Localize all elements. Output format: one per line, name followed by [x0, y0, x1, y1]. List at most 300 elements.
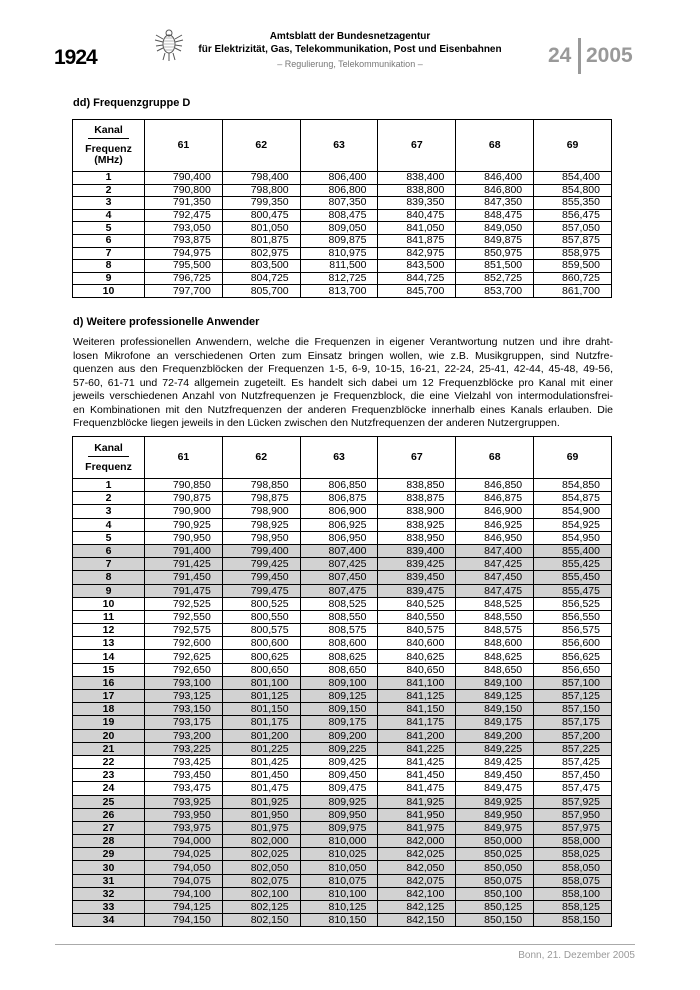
frequency-cell: 802,125 — [222, 901, 300, 914]
frequency-cell: 810,000 — [300, 835, 378, 848]
table-row — [73, 234, 612, 247]
frequency-cell: 838,400 — [378, 172, 456, 185]
frequency-cell: 798,800 — [222, 184, 300, 197]
row-number: 24 — [73, 782, 145, 795]
frequency-cell: 846,850 — [456, 479, 534, 492]
frequency-cell: 809,950 — [300, 808, 378, 821]
frequency-cell: 838,900 — [378, 505, 456, 518]
frequency-cell: 856,525 — [534, 597, 612, 610]
frequency-cell: 857,200 — [534, 729, 612, 742]
issue-number: 24 — [548, 44, 572, 67]
frequency-cell: 810,100 — [300, 887, 378, 900]
table-row — [73, 479, 612, 492]
table-row — [73, 835, 612, 848]
frequency-cell: 810,075 — [300, 874, 378, 887]
frequency-cell: 799,475 — [222, 584, 300, 597]
table-row — [73, 637, 612, 650]
frequency-cell: 809,100 — [300, 676, 378, 689]
frequency-cell: 855,450 — [534, 571, 612, 584]
frequency-cell: 857,225 — [534, 742, 612, 755]
frequency-cell: 802,000 — [222, 835, 300, 848]
footer-divider — [55, 944, 635, 945]
frequenz-label: Frequenz (MHz) — [85, 143, 132, 166]
frequency-cell: 841,200 — [378, 729, 456, 742]
frequency-cell: 793,975 — [145, 821, 223, 834]
frequency-cell: 808,525 — [300, 597, 378, 610]
frequency-cell: 839,450 — [378, 571, 456, 584]
channel-column-header: 69 — [534, 120, 612, 172]
frequency-cell: 842,075 — [378, 874, 456, 887]
paragraph-line: Weiteren professionellen Anwendern, welche die Frequenzen in eigener Verantwortung nutzen und ihre draht- — [73, 336, 613, 348]
frequency-cell: 792,600 — [145, 637, 223, 650]
frequency-cell: 854,800 — [534, 184, 612, 197]
row-number: 9 — [73, 584, 145, 597]
frequency-cell: 858,100 — [534, 887, 612, 900]
table-header-row — [73, 120, 612, 172]
frequency-cell: 798,850 — [222, 479, 300, 492]
row-number: 2 — [73, 184, 145, 197]
frequency-cell: 839,400 — [378, 544, 456, 557]
footer-date: Bonn, 21. Dezember 2005 — [518, 950, 635, 961]
frequency-cell: 794,100 — [145, 887, 223, 900]
table-row — [73, 544, 612, 557]
table-row — [73, 285, 612, 298]
table-row — [73, 703, 612, 716]
paragraph-line: losen Mikrofone an verschiedenen Orten zum Einsatz bringen wollen, wie z.B. Musikgruppen, sind Nutzfre- — [73, 349, 613, 362]
frequency-cell: 806,950 — [300, 531, 378, 544]
frequency-cell: 793,875 — [145, 234, 223, 247]
frequency-cell: 793,225 — [145, 742, 223, 755]
frequency-cell: 854,925 — [534, 518, 612, 531]
row-number: 21 — [73, 742, 145, 755]
frequency-cell: 853,700 — [456, 285, 534, 298]
frequency-cell: 792,525 — [145, 597, 223, 610]
frequency-cell: 799,450 — [222, 571, 300, 584]
frequency-cell: 841,050 — [378, 222, 456, 235]
frequency-cell: 858,975 — [534, 247, 612, 260]
frequency-cell: 839,350 — [378, 197, 456, 210]
frequency-cell: 807,475 — [300, 584, 378, 597]
frequency-cell: 802,975 — [222, 247, 300, 260]
frequency-cell: 855,400 — [534, 544, 612, 557]
table-row — [73, 848, 612, 861]
frequency-cell: 841,100 — [378, 676, 456, 689]
frequency-cell: 809,175 — [300, 716, 378, 729]
frequency-cell: 799,350 — [222, 197, 300, 210]
frequency-cell: 802,050 — [222, 861, 300, 874]
row-number: 5 — [73, 531, 145, 544]
frequency-cell: 809,200 — [300, 729, 378, 742]
frequency-cell: 840,575 — [378, 624, 456, 637]
section-paragraph — [73, 336, 613, 431]
frequency-cell: 801,150 — [222, 703, 300, 716]
table-row — [73, 222, 612, 235]
frequency-cell: 857,125 — [534, 690, 612, 703]
row-number: 22 — [73, 755, 145, 768]
frequency-cell: 855,425 — [534, 558, 612, 571]
table-row — [73, 518, 612, 531]
frequency-cell: 841,125 — [378, 690, 456, 703]
frequency-cell: 849,200 — [456, 729, 534, 742]
row-number: 30 — [73, 861, 145, 874]
row-number: 2 — [73, 492, 145, 505]
frequency-cell: 801,975 — [222, 821, 300, 834]
frequency-cell: 809,875 — [300, 234, 378, 247]
table-row — [73, 558, 612, 571]
frequency-cell: 794,125 — [145, 901, 223, 914]
frequency-cell: 846,950 — [456, 531, 534, 544]
frequency-cell: 802,025 — [222, 848, 300, 861]
frequency-cell: 847,450 — [456, 571, 534, 584]
frequency-cell: 790,400 — [145, 172, 223, 185]
frequency-cell: 841,950 — [378, 808, 456, 821]
table-row — [73, 808, 612, 821]
row-number: 8 — [73, 571, 145, 584]
frequency-cell: 854,850 — [534, 479, 612, 492]
frequency-cell: 793,100 — [145, 676, 223, 689]
frequency-cell: 806,400 — [300, 172, 378, 185]
frequency-cell: 841,150 — [378, 703, 456, 716]
frequency-cell: 807,425 — [300, 558, 378, 571]
frequency-cell: 840,525 — [378, 597, 456, 610]
frequency-cell: 838,925 — [378, 518, 456, 531]
frequency-cell: 856,575 — [534, 624, 612, 637]
frequency-cell: 852,725 — [456, 272, 534, 285]
frequency-cell: 857,875 — [534, 234, 612, 247]
row-number: 17 — [73, 690, 145, 703]
frequency-cell: 801,125 — [222, 690, 300, 703]
frequency-table-professional-users — [72, 436, 612, 927]
frequency-cell: 841,225 — [378, 742, 456, 755]
frequency-cell: 791,450 — [145, 571, 223, 584]
row-number: 5 — [73, 222, 145, 235]
frequency-cell: 854,950 — [534, 531, 612, 544]
frequency-cell: 849,225 — [456, 742, 534, 755]
frequency-cell: 858,050 — [534, 861, 612, 874]
frequency-cell: 857,425 — [534, 755, 612, 768]
row-number: 26 — [73, 808, 145, 821]
frequency-cell: 794,050 — [145, 861, 223, 874]
frequency-cell: 801,950 — [222, 808, 300, 821]
frequency-cell: 807,400 — [300, 544, 378, 557]
frequency-cell: 857,975 — [534, 821, 612, 834]
frequency-cell: 858,025 — [534, 848, 612, 861]
frequency-cell: 794,075 — [145, 874, 223, 887]
frequency-cell: 799,425 — [222, 558, 300, 571]
page-number: 1924 — [54, 46, 97, 69]
row-number: 34 — [73, 914, 145, 927]
frequency-cell: 841,175 — [378, 716, 456, 729]
kanal-frequenz-header — [73, 437, 145, 479]
table-row — [73, 584, 612, 597]
row-number: 19 — [73, 716, 145, 729]
masthead-title: Amtsblatt der Bundesnetzagentur — [269, 31, 431, 42]
frequency-cell: 838,850 — [378, 479, 456, 492]
kanal-frequenz-header — [73, 120, 145, 172]
paragraph-line: quenzen aus den Frequenzblöcken der Frequenzen 1-5, 6-9, 10-15, 16-21, 22-24, 25-41, 42-44, 45-48, 49-56, — [73, 363, 613, 375]
frequency-cell: 807,350 — [300, 197, 378, 210]
frequency-cell: 849,150 — [456, 703, 534, 716]
table-row — [73, 197, 612, 210]
frequency-cell: 849,125 — [456, 690, 534, 703]
frequency-cell: 800,475 — [222, 209, 300, 222]
row-number: 20 — [73, 729, 145, 742]
frequency-cell: 850,975 — [456, 247, 534, 260]
frequency-cell: 813,700 — [300, 285, 378, 298]
frequency-cell: 810,975 — [300, 247, 378, 260]
table-row — [73, 597, 612, 610]
frequency-cell: 856,650 — [534, 663, 612, 676]
frequency-cell: 849,450 — [456, 769, 534, 782]
frequency-cell: 857,050 — [534, 222, 612, 235]
table-header-row — [73, 437, 612, 479]
frequency-cell: 807,450 — [300, 571, 378, 584]
channel-column-header: 67 — [378, 120, 456, 172]
frequency-cell: 861,700 — [534, 285, 612, 298]
frequency-cell: 847,350 — [456, 197, 534, 210]
table-row — [73, 755, 612, 768]
frequency-cell: 856,475 — [534, 209, 612, 222]
frequency-cell: 808,650 — [300, 663, 378, 676]
frequency-cell: 840,600 — [378, 637, 456, 650]
frequency-cell: 797,700 — [145, 285, 223, 298]
frequency-cell: 857,950 — [534, 808, 612, 821]
table-row — [73, 729, 612, 742]
row-number: 16 — [73, 676, 145, 689]
frequency-cell: 849,175 — [456, 716, 534, 729]
frequency-cell: 790,875 — [145, 492, 223, 505]
frequency-cell: 850,075 — [456, 874, 534, 887]
frequency-cell: 794,000 — [145, 835, 223, 848]
frequency-cell: 856,600 — [534, 637, 612, 650]
frequency-cell: 850,150 — [456, 914, 534, 927]
frequency-cell: 812,725 — [300, 272, 378, 285]
frequency-cell: 806,800 — [300, 184, 378, 197]
frequency-cell: 793,050 — [145, 222, 223, 235]
row-number: 28 — [73, 835, 145, 848]
kanal-label: Kanal — [88, 125, 129, 139]
row-number: 1 — [73, 172, 145, 185]
table-row — [73, 260, 612, 273]
row-number: 15 — [73, 663, 145, 676]
frequency-cell: 854,875 — [534, 492, 612, 505]
frequency-cell: 792,625 — [145, 650, 223, 663]
frequency-cell: 842,050 — [378, 861, 456, 874]
frequency-cell: 796,725 — [145, 272, 223, 285]
frequency-cell: 839,425 — [378, 558, 456, 571]
frequency-cell: 790,850 — [145, 479, 223, 492]
table-row — [73, 209, 612, 222]
table-row — [73, 492, 612, 505]
frequency-cell: 850,025 — [456, 848, 534, 861]
frequency-cell: 843,500 — [378, 260, 456, 273]
issue-separator — [578, 38, 581, 74]
frequency-cell: 840,475 — [378, 209, 456, 222]
frequency-cell: 809,125 — [300, 690, 378, 703]
frequency-cell: 800,650 — [222, 663, 300, 676]
frequency-cell: 792,575 — [145, 624, 223, 637]
table-row — [73, 172, 612, 185]
frequency-cell: 800,625 — [222, 650, 300, 663]
frequency-cell: 791,400 — [145, 544, 223, 557]
frequency-cell: 858,000 — [534, 835, 612, 848]
frequency-cell: 793,950 — [145, 808, 223, 821]
frequency-cell: 801,100 — [222, 676, 300, 689]
frequency-cell: 792,650 — [145, 663, 223, 676]
channel-column-header: 69 — [534, 437, 612, 479]
table-row — [73, 571, 612, 584]
frequency-cell: 858,125 — [534, 901, 612, 914]
issue-year: 2005 — [586, 44, 633, 67]
frequency-cell: 790,950 — [145, 531, 223, 544]
frequency-cell: 794,025 — [145, 848, 223, 861]
frequency-cell: 841,975 — [378, 821, 456, 834]
frequency-cell: 850,000 — [456, 835, 534, 848]
channel-column-header: 63 — [300, 120, 378, 172]
frequency-cell: 810,025 — [300, 848, 378, 861]
row-number: 32 — [73, 887, 145, 900]
frequency-cell: 851,500 — [456, 260, 534, 273]
frequency-cell: 792,550 — [145, 610, 223, 623]
frequency-cell: 790,900 — [145, 505, 223, 518]
frequency-cell: 791,425 — [145, 558, 223, 571]
frequency-cell: 846,900 — [456, 505, 534, 518]
row-number: 7 — [73, 247, 145, 260]
frequency-cell: 800,575 — [222, 624, 300, 637]
frequency-cell: 849,425 — [456, 755, 534, 768]
frequency-cell: 860,725 — [534, 272, 612, 285]
table-row — [73, 247, 612, 260]
frequency-cell: 806,900 — [300, 505, 378, 518]
row-number: 12 — [73, 624, 145, 637]
frequency-cell: 801,425 — [222, 755, 300, 768]
frequency-cell: 857,450 — [534, 769, 612, 782]
channel-column-header: 67 — [378, 437, 456, 479]
paragraph-line: en Kombinationen mit den Nutzfrequenzen der anderen Frequenzblöcke innerhalb eines Kanals erlauben. Die — [73, 403, 613, 416]
paragraph-line: Frequenzblöcke liegen jeweils in den Lücken zwischen den Nutzfrequenzen der anderen Nutzergruppen. — [73, 417, 560, 429]
table-row — [73, 505, 612, 518]
frequency-cell: 841,425 — [378, 755, 456, 768]
kanal-label: Kanal — [88, 443, 129, 457]
row-number: 6 — [73, 234, 145, 247]
frequency-cell: 791,350 — [145, 197, 223, 210]
frequency-cell: 800,525 — [222, 597, 300, 610]
frequency-cell: 798,925 — [222, 518, 300, 531]
frequency-cell: 800,600 — [222, 637, 300, 650]
table-row — [73, 624, 612, 637]
frequency-cell: 799,400 — [222, 544, 300, 557]
frequency-cell: 840,550 — [378, 610, 456, 623]
frequency-cell: 793,125 — [145, 690, 223, 703]
frequency-cell: 849,875 — [456, 234, 534, 247]
frequency-cell: 809,150 — [300, 703, 378, 716]
frequency-cell: 850,100 — [456, 887, 534, 900]
row-number: 1 — [73, 479, 145, 492]
row-number: 4 — [73, 518, 145, 531]
frequency-cell: 802,075 — [222, 874, 300, 887]
row-number: 23 — [73, 769, 145, 782]
frequency-cell: 849,050 — [456, 222, 534, 235]
frequency-cell: 838,950 — [378, 531, 456, 544]
frequency-cell: 848,475 — [456, 209, 534, 222]
frequency-cell: 810,150 — [300, 914, 378, 927]
frequency-cell: 793,450 — [145, 769, 223, 782]
frequency-cell: 850,125 — [456, 901, 534, 914]
frequenz-label: Frequenz — [85, 460, 132, 473]
table-row — [73, 676, 612, 689]
frequency-cell: 802,150 — [222, 914, 300, 927]
table-row — [73, 887, 612, 900]
frequency-cell: 793,175 — [145, 716, 223, 729]
table-row — [73, 272, 612, 285]
frequency-cell: 842,150 — [378, 914, 456, 927]
frequency-cell: 846,925 — [456, 518, 534, 531]
frequency-cell: 842,100 — [378, 887, 456, 900]
frequency-cell: 842,125 — [378, 901, 456, 914]
table-row — [73, 769, 612, 782]
row-number: 8 — [73, 260, 145, 273]
paragraph-line: jeweils verschiedenen Anzahl von Nutzfrequenzen je Frequenzblock, die eine Vielzahl von intermodulationsfrei- — [73, 390, 613, 402]
table-row — [73, 914, 612, 927]
frequency-cell: 847,475 — [456, 584, 534, 597]
frequency-cell: 803,500 — [222, 260, 300, 273]
masthead-section: – Regulierung, Telekommunikation – — [277, 59, 423, 69]
federal-eagle-icon — [154, 27, 184, 63]
frequency-cell: 842,025 — [378, 848, 456, 861]
table-row — [73, 874, 612, 887]
frequency-cell: 846,875 — [456, 492, 534, 505]
frequency-cell: 808,550 — [300, 610, 378, 623]
frequency-cell: 849,950 — [456, 808, 534, 821]
frequency-cell: 800,550 — [222, 610, 300, 623]
frequency-cell: 859,500 — [534, 260, 612, 273]
frequency-cell: 854,900 — [534, 505, 612, 518]
row-number: 6 — [73, 544, 145, 557]
masthead-subtitle: für Elektrizität, Gas, Telekommunikation, Post und Eisenbahnen — [198, 44, 502, 55]
channel-column-header: 62 — [222, 120, 300, 172]
frequency-cell: 801,225 — [222, 742, 300, 755]
frequency-cell: 808,600 — [300, 637, 378, 650]
frequency-cell: 847,400 — [456, 544, 534, 557]
frequency-cell: 794,975 — [145, 247, 223, 260]
frequency-cell: 848,650 — [456, 663, 534, 676]
frequency-cell: 848,625 — [456, 650, 534, 663]
frequency-cell: 809,925 — [300, 795, 378, 808]
frequency-cell: 792,475 — [145, 209, 223, 222]
frequency-cell: 845,700 — [378, 285, 456, 298]
frequency-cell: 858,075 — [534, 874, 612, 887]
frequency-cell: 806,925 — [300, 518, 378, 531]
frequency-cell: 806,850 — [300, 479, 378, 492]
frequency-cell: 809,225 — [300, 742, 378, 755]
row-number: 9 — [73, 272, 145, 285]
frequency-cell: 808,575 — [300, 624, 378, 637]
frequency-cell: 849,475 — [456, 782, 534, 795]
frequency-cell: 791,475 — [145, 584, 223, 597]
frequency-cell: 849,925 — [456, 795, 534, 808]
frequency-cell: 857,150 — [534, 703, 612, 716]
table-row — [73, 861, 612, 874]
frequency-cell: 809,450 — [300, 769, 378, 782]
paragraph-line: 57-60, 61-71 und 72-74 allgemein zugeteilt. Es handelt sich dabei um 12 Frequenzblöcke pro Kanal mit einer — [73, 376, 613, 389]
table-row — [73, 531, 612, 544]
frequency-cell: 841,875 — [378, 234, 456, 247]
frequency-cell: 857,100 — [534, 676, 612, 689]
frequency-cell: 805,700 — [222, 285, 300, 298]
header-masthead — [190, 30, 510, 72]
row-number: 25 — [73, 795, 145, 808]
frequency-cell: 840,625 — [378, 650, 456, 663]
